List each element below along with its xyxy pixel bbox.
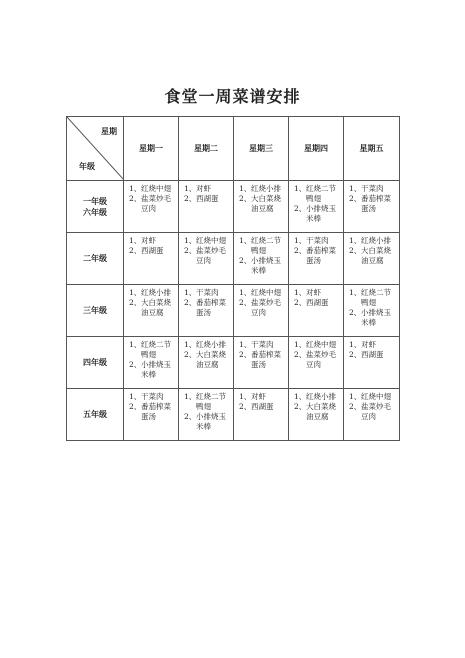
dish-name: 小排烧玉米棒 xyxy=(251,256,281,275)
dish-number: 1、 xyxy=(349,184,362,193)
diagonal-header-cell xyxy=(67,117,124,181)
menu-cell xyxy=(344,337,400,389)
dish-number: 1、 xyxy=(129,340,142,349)
grade-label: 一年级 xyxy=(83,195,107,206)
grade-cell xyxy=(67,181,124,233)
dish-item xyxy=(294,350,341,370)
grade-label: 五年级 xyxy=(83,409,107,419)
dish-name: 红烧中翅 xyxy=(141,184,171,193)
dish-number: 1、 xyxy=(349,288,362,297)
menu-cell xyxy=(344,233,400,285)
dish-name: 干菜肉 xyxy=(196,288,219,297)
header-row xyxy=(67,117,400,181)
dish-name: 干菜肉 xyxy=(361,184,384,193)
corner-weekday-label: 星期 xyxy=(101,126,117,136)
dish-name: 番茄榨菜蛋汤 xyxy=(306,246,336,265)
dish-item xyxy=(239,194,286,214)
dish-number: 2、 xyxy=(349,246,362,255)
dish-item xyxy=(184,412,231,432)
menu-cell xyxy=(179,389,234,441)
dish-number: 1、 xyxy=(294,340,307,349)
dish-name: 干菜肉 xyxy=(251,340,274,349)
menu-cell xyxy=(124,389,179,441)
dish-item xyxy=(349,246,397,266)
grade-label: 六年级 xyxy=(83,206,107,217)
dish-item xyxy=(239,236,286,256)
dish-name: 小排烧玉米棒 xyxy=(306,204,336,223)
dish-name: 番茄榨菜蛋汤 xyxy=(361,194,391,213)
menu-cell xyxy=(344,181,400,233)
menu-cell xyxy=(124,285,179,337)
dish-name: 盐菜炒毛豆肉 xyxy=(361,402,391,421)
dish-number: 1、 xyxy=(294,392,307,401)
dish-item xyxy=(129,246,176,256)
dish-number: 2、 xyxy=(349,308,362,317)
dish-number: 2、 xyxy=(349,402,362,411)
dish-number: 1、 xyxy=(184,184,197,193)
dish-item xyxy=(349,392,397,402)
dish-item xyxy=(294,402,341,422)
dish-name: 小排烧玉米棒 xyxy=(196,412,226,431)
dish-name: 对虾 xyxy=(361,340,376,349)
dish-item xyxy=(239,402,286,412)
dish-list xyxy=(184,288,231,318)
dish-number: 2、 xyxy=(294,246,307,255)
dish-item xyxy=(184,288,231,298)
dish-number: 2、 xyxy=(184,246,197,255)
dish-item xyxy=(184,236,231,246)
dish-list xyxy=(294,184,341,224)
menu-cell xyxy=(234,181,289,233)
dish-name: 小排烧玉米棒 xyxy=(141,360,171,379)
dish-name: 红烧二节鸭翅 xyxy=(141,340,171,359)
dish-name: 番茄榨菜蛋汤 xyxy=(251,350,281,369)
dish-name: 西湖蛋 xyxy=(306,298,329,307)
dish-name: 红烧小排 xyxy=(361,236,391,245)
dish-name: 红烧小排 xyxy=(196,340,226,349)
dish-item xyxy=(184,350,231,370)
menu-cell xyxy=(344,285,400,337)
menu-cell xyxy=(234,389,289,441)
dish-number: 1、 xyxy=(239,288,252,297)
dish-list xyxy=(239,340,286,370)
dish-number: 1、 xyxy=(129,184,142,193)
dish-name: 红烧二节鸭翅 xyxy=(361,288,391,307)
grade-cell xyxy=(67,389,124,441)
dish-name: 西湖蛋 xyxy=(251,402,274,411)
dish-name: 大白菜烧油豆腐 xyxy=(306,402,336,421)
dish-item xyxy=(294,236,341,246)
dish-item xyxy=(129,288,176,298)
grade-cell xyxy=(67,233,124,285)
menu-cell xyxy=(344,389,400,441)
dish-name: 西湖蛋 xyxy=(141,246,164,255)
menu-cell xyxy=(179,285,234,337)
dish-name: 西湖蛋 xyxy=(196,194,219,203)
dish-item xyxy=(294,298,341,308)
dish-list xyxy=(294,392,341,422)
dish-number: 1、 xyxy=(349,340,362,349)
menu-cell xyxy=(289,181,344,233)
dish-list xyxy=(294,236,341,266)
dish-list xyxy=(239,184,286,214)
dish-number: 2、 xyxy=(294,402,307,411)
dish-name: 红烧中翅 xyxy=(306,340,336,349)
dish-item xyxy=(349,236,397,246)
dish-number: 1、 xyxy=(294,236,307,245)
dish-number: 2、 xyxy=(294,298,307,307)
dish-name: 大白菜烧油豆腐 xyxy=(141,298,171,317)
dish-item xyxy=(129,298,176,318)
dish-list xyxy=(129,184,176,214)
dish-number: 2、 xyxy=(184,298,197,307)
dish-item xyxy=(294,340,341,350)
grade-row xyxy=(67,181,400,233)
dish-item xyxy=(129,402,176,422)
dish-number: 2、 xyxy=(129,402,142,411)
dish-number: 2、 xyxy=(239,402,252,411)
day-header-5: 星期五 xyxy=(344,117,400,181)
day-header-3: 星期三 xyxy=(234,117,289,181)
menu-cell xyxy=(289,389,344,441)
dish-number: 2、 xyxy=(294,204,307,213)
dish-item xyxy=(239,256,286,276)
dish-list xyxy=(294,288,341,308)
dish-item xyxy=(294,392,341,402)
menu-cell xyxy=(179,233,234,285)
dish-number: 1、 xyxy=(184,288,197,297)
dish-item xyxy=(239,350,286,370)
grade-row xyxy=(67,337,400,389)
menu-table xyxy=(66,116,400,441)
dish-list xyxy=(184,392,231,432)
dish-number: 2、 xyxy=(294,350,307,359)
corner-grade-label: 年级 xyxy=(79,161,95,171)
menu-cell xyxy=(289,233,344,285)
dish-name: 盐菜炒毛豆肉 xyxy=(141,194,171,213)
dish-item xyxy=(129,392,176,402)
dish-item xyxy=(349,184,397,194)
grade-row xyxy=(67,285,400,337)
dish-number: 1、 xyxy=(239,392,252,401)
dish-item xyxy=(349,308,397,328)
dish-name: 干菜肉 xyxy=(306,236,329,245)
menu-cell xyxy=(234,285,289,337)
dish-list xyxy=(184,340,231,370)
dish-list xyxy=(349,184,397,214)
dish-name: 对虾 xyxy=(306,288,321,297)
dish-number: 2、 xyxy=(239,256,252,265)
dish-number: 2、 xyxy=(129,360,142,369)
dish-item xyxy=(129,360,176,380)
dish-item xyxy=(294,184,341,204)
dish-name: 红烧小排 xyxy=(306,392,336,401)
dish-item xyxy=(239,392,286,402)
dish-item xyxy=(349,194,397,214)
dish-item xyxy=(349,288,397,308)
dish-item xyxy=(349,350,397,360)
dish-name: 大白菜烧油豆腐 xyxy=(196,350,226,369)
dish-name: 红烧小排 xyxy=(141,288,171,297)
dish-number: 2、 xyxy=(129,246,142,255)
dish-list xyxy=(184,184,231,204)
grade-cell xyxy=(67,285,124,337)
dish-number: 2、 xyxy=(239,194,252,203)
dish-item xyxy=(349,402,397,422)
dish-name: 大白菜烧油豆腐 xyxy=(251,194,281,213)
dish-name: 红烧小排 xyxy=(251,184,281,193)
menu-cell xyxy=(124,181,179,233)
dish-number: 1、 xyxy=(239,236,252,245)
dish-name: 红烧二节鸭翅 xyxy=(251,236,281,255)
dish-number: 2、 xyxy=(349,194,362,203)
dish-list xyxy=(129,392,176,422)
menu-cell xyxy=(289,285,344,337)
dish-number: 2、 xyxy=(184,194,197,203)
dish-item xyxy=(239,184,286,194)
dish-number: 2、 xyxy=(184,350,197,359)
dish-number: 1、 xyxy=(129,236,142,245)
dish-number: 1、 xyxy=(184,236,197,245)
dish-name: 红烧二节鸭翅 xyxy=(306,184,336,203)
menu-cell xyxy=(179,181,234,233)
dish-number: 1、 xyxy=(349,236,362,245)
dish-item xyxy=(184,246,231,266)
dish-list xyxy=(239,288,286,318)
dish-item xyxy=(294,288,341,298)
dish-number: 2、 xyxy=(239,350,252,359)
dish-list xyxy=(129,288,176,318)
menu-cell xyxy=(124,337,179,389)
dish-number: 1、 xyxy=(129,288,142,297)
dish-list xyxy=(349,392,397,422)
dish-number: 1、 xyxy=(349,392,362,401)
dish-number: 1、 xyxy=(239,340,252,349)
dish-item xyxy=(239,298,286,318)
dish-item xyxy=(129,340,176,360)
dish-name: 番茄榨菜蛋汤 xyxy=(196,298,226,317)
dish-name: 西湖蛋 xyxy=(361,350,384,359)
grade-label: 四年级 xyxy=(83,357,107,367)
dish-item xyxy=(184,340,231,350)
dish-number: 1、 xyxy=(294,288,307,297)
dish-number: 1、 xyxy=(129,392,142,401)
dish-name: 红烧二节鸭翅 xyxy=(196,392,226,411)
dish-name: 盐菜炒毛豆肉 xyxy=(196,246,226,265)
dish-item xyxy=(184,194,231,204)
dish-name: 干菜肉 xyxy=(141,392,164,401)
dish-item xyxy=(294,246,341,266)
dish-name: 红烧中翅 xyxy=(361,392,391,401)
dish-name: 番茄榨菜蛋汤 xyxy=(141,402,171,421)
dish-list xyxy=(239,236,286,276)
dish-number: 1、 xyxy=(184,392,197,401)
menu-cell xyxy=(124,233,179,285)
grade-row xyxy=(67,233,400,285)
dish-item xyxy=(349,340,397,350)
grade-label: 二年级 xyxy=(83,253,107,263)
day-header-1: 星期一 xyxy=(124,117,179,181)
menu-cell xyxy=(179,337,234,389)
dish-item xyxy=(294,204,341,224)
dish-item xyxy=(129,184,176,194)
dish-name: 小排烧玉米棒 xyxy=(361,308,391,327)
dish-list xyxy=(349,340,397,360)
dish-item xyxy=(184,392,231,412)
dish-name: 盐菜炒毛豆肉 xyxy=(306,350,336,369)
dish-name: 对虾 xyxy=(196,184,211,193)
grade-label: 三年级 xyxy=(83,305,107,315)
grade-row xyxy=(67,389,400,441)
dish-number: 2、 xyxy=(349,350,362,359)
dish-item xyxy=(239,340,286,350)
page-title: 食堂一周菜谱安排 xyxy=(164,87,301,106)
dish-item xyxy=(184,184,231,194)
dish-list xyxy=(239,392,286,412)
day-header-2: 星期二 xyxy=(179,117,234,181)
dish-number: 2、 xyxy=(184,412,197,421)
dish-list xyxy=(129,236,176,256)
dish-list xyxy=(349,236,397,266)
dish-list xyxy=(184,236,231,266)
dish-number: 2、 xyxy=(239,298,252,307)
dish-list xyxy=(129,340,176,380)
dish-number: 1、 xyxy=(294,184,307,193)
dish-number: 1、 xyxy=(239,184,252,193)
dish-number: 1、 xyxy=(184,340,197,349)
dish-name: 红烧中翅 xyxy=(196,236,226,245)
dish-item xyxy=(239,288,286,298)
dish-name: 红烧中翅 xyxy=(251,288,281,297)
dish-number: 2、 xyxy=(129,194,142,203)
dish-number: 2、 xyxy=(129,298,142,307)
grade-cell xyxy=(67,337,124,389)
dish-name: 大白菜烧油豆腐 xyxy=(361,246,391,265)
dish-name: 盐菜炒毛豆肉 xyxy=(251,298,281,317)
menu-cell xyxy=(289,337,344,389)
dish-name: 对虾 xyxy=(251,392,266,401)
dish-item xyxy=(129,236,176,246)
menu-cell xyxy=(234,337,289,389)
dish-name: 对虾 xyxy=(141,236,156,245)
dish-list xyxy=(349,288,397,328)
dish-list xyxy=(294,340,341,370)
day-header-4: 星期四 xyxy=(289,117,344,181)
menu-cell xyxy=(234,233,289,285)
dish-item xyxy=(129,194,176,214)
dish-item xyxy=(184,298,231,318)
